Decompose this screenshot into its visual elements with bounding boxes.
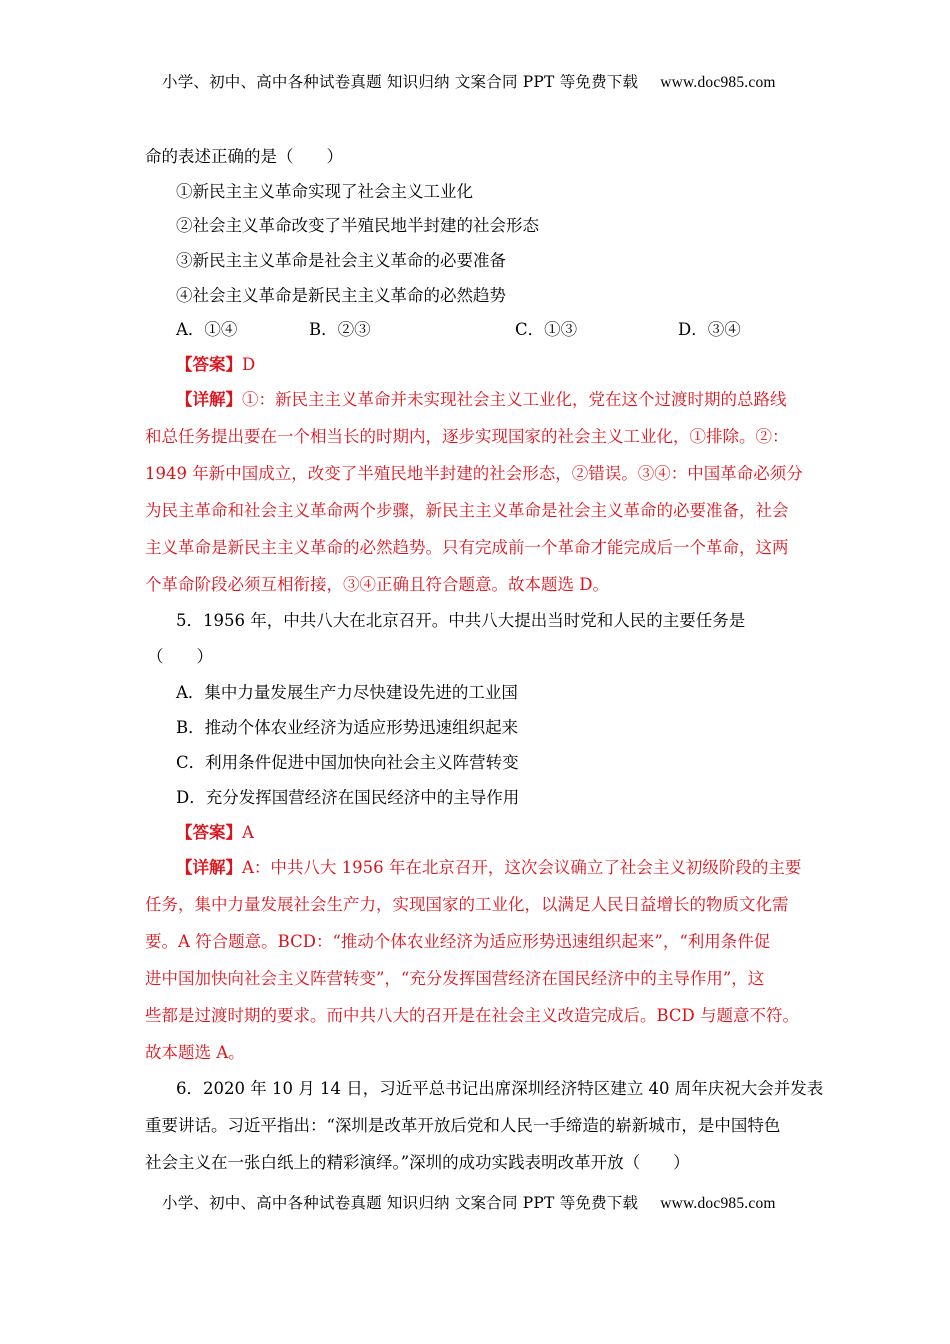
q5-option-b: B．推动个体农业经济为适应形势迅速组织起来 (176, 718, 519, 737)
q4-detail-line-1 (176, 388, 787, 412)
q4-option-c: C．①③ (515, 320, 578, 339)
q5-detail-line-1 (176, 856, 801, 880)
q4-option-b: B．②③ (309, 320, 371, 339)
footer-url[interactable]: www.doc985.com (660, 1195, 776, 1212)
q4-detail-line-3: 1949 年新中国成立，改变了半殖民地半封建的社会形态，②错误。③④：中国革命必须分 (145, 464, 803, 483)
page-header (162, 70, 776, 92)
q4-stem-tail: 命的表述正确的是（ ） (145, 147, 343, 166)
q4-detail-line-4: 为民主革命和社会主义革命两个步骤，新民主主义革命是社会主义革命的必要准备，社会 (145, 501, 789, 520)
q4-detail-line-2: 和总任务提出要在一个相当长的时期内，逐步实现国家的社会主义工业化，①排除。②： (145, 427, 789, 446)
page-footer (162, 1191, 776, 1213)
q4-item-1: ①新民主主义革命实现了社会主义工业化 (176, 182, 473, 201)
detail-text: A：中共八大 1956 年在北京召开，这次会议确立了社会主义初级阶段的主要 (242, 858, 802, 877)
answer-tag: 【答案】 (176, 823, 242, 842)
q5-detail-line-3: 要。A 符合题意。BCD：“推动个体农业经济为适应形势迅速组织起来”，“利用条件促 (145, 932, 771, 951)
answer-value: D (242, 355, 256, 374)
detail-text: ①：新民主主义革命并未实现社会主义工业化，党在这个过渡时期的总路线 (242, 390, 787, 409)
q6-stem-line-3: 社会主义在一张白纸上的精彩演绎。”深圳的成功实践表明改革开放（ ） (145, 1153, 690, 1172)
detail-tag: 【详解】 (176, 858, 242, 877)
q5-stem-line-2: （ ） (147, 647, 213, 666)
q5-option-c: C．利用条件促进中国加快向社会主义阵营转变 (176, 753, 519, 772)
q4-detail-line-6: 个革命阶段必须互相衔接，③④正确且符合题意。故本题选 D。 (145, 575, 609, 594)
q4-answer (176, 353, 255, 377)
q4-option-a: A．①④ (176, 320, 238, 339)
q4-item-4: ④社会主义革命是新民主主义革命的必然趋势 (176, 286, 506, 305)
answer-value: A (242, 823, 254, 842)
header-text: 小学、初中、高中各种试卷真题 知识归纳 文案合同 PPT 等免费下载 (162, 73, 639, 91)
q4-item-2: ②社会主义革命改变了半殖民地半封建的社会形态 (176, 216, 539, 235)
q6-stem-line-1: 6．2020 年 10 月 14 日，习近平总书记出席深圳经济特区建立 40 周年庆祝大会并发表 (176, 1079, 824, 1098)
q5-option-d: D．充分发挥国营经济在国民经济中的主导作用 (176, 788, 520, 807)
q5-answer (176, 821, 254, 845)
footer-text: 小学、初中、高中各种试卷真题 知识归纳 文案合同 PPT 等免费下载 (162, 1194, 639, 1212)
q5-option-a: A．集中力量发展生产力尽快建设先进的工业国 (176, 683, 518, 702)
q4-option-d: D．③④ (678, 320, 741, 339)
q5-detail-line-5: 些都是过渡时期的要求。而中共八大的召开是在社会主义改造完成后。BCD 与题意不符。 (145, 1006, 800, 1025)
q5-stem-line-1: 5．1956 年，中共八大在北京召开。中共八大提出当时党和人民的主要任务是 (176, 611, 746, 630)
answer-tag: 【答案】 (176, 355, 242, 374)
q5-detail-line-4: 进中国加快向社会主义阵营转变”，“充分发挥国营经济在国民经济中的主导作用”，这 (145, 969, 765, 988)
header-url[interactable]: www.doc985.com (660, 74, 776, 91)
q5-detail-line-2: 任务，集中力量发展社会生产力，实现国家的工业化，以满足人民日益增长的物质文化需 (145, 895, 789, 914)
q5-detail-line-6: 故本题选 A。 (145, 1043, 245, 1062)
q4-detail-line-5: 主义革命是新民主主义革命的必然趋势。只有完成前一个革命才能完成后一个革命，这两 (145, 538, 789, 557)
detail-tag: 【详解】 (176, 390, 242, 409)
q6-stem-line-2: 重要讲话。习近平指出：“深圳是改革开放后党和人民一手缔造的崭新城市，是中国特色 (145, 1116, 781, 1135)
q4-item-3: ③新民主主义革命是社会主义革命的必要准备 (176, 251, 506, 270)
